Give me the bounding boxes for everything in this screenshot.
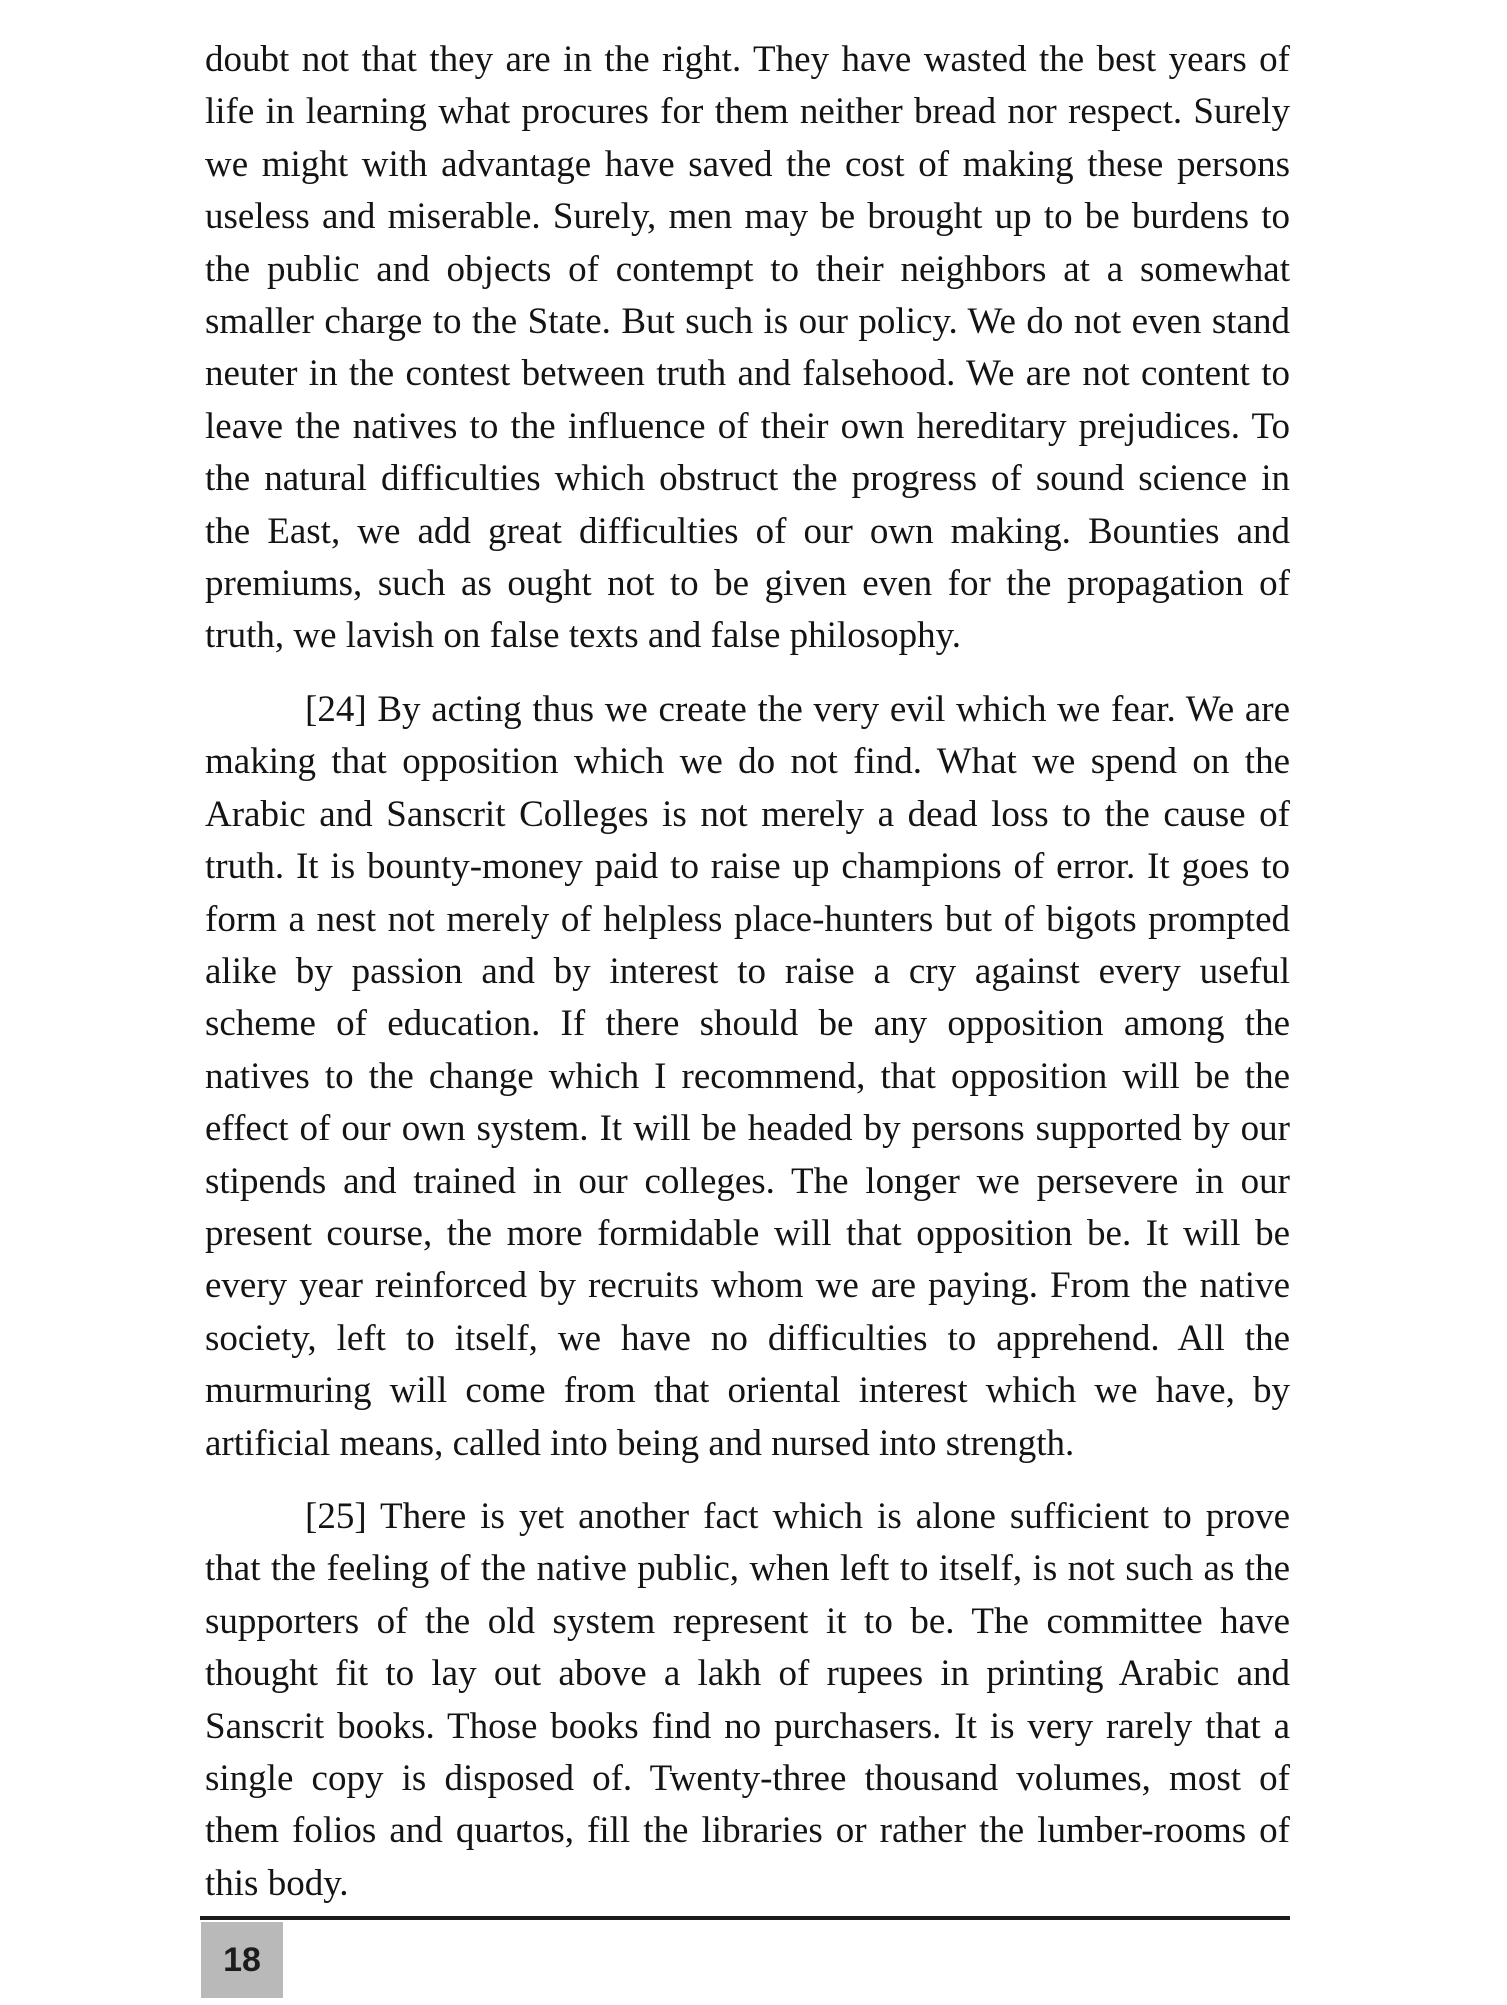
footer-rule (200, 1916, 1290, 1920)
paragraph-continuation: doubt not that they are in the right. They have wasted the best years of life in learning what procures for them neither bread nor respect. Surely we might with advantage have saved the cost of making these persons useless and miserable. Surely, men may be brought up to be burdens to the public and objects of contempt to their neighbors at a somewhat smaller charge to the State. But such is our policy. We do not even stand neuter in the contest between truth and falsehood. We are not content to leave the natives to the influence of their own hereditary prejudices. To the natural difficulties which obstruct the progress of sound science in the East, we add great difficulties of our own making. Bounties and premiums, such as ought not to be given even for the propagation of truth, we lavish on false texts and false philosophy. (205, 39, 1290, 657)
body-text (205, 34, 1290, 1910)
page-number: 18 (223, 1940, 261, 1979)
page-number-badge (201, 1922, 283, 1998)
paragraph-25: [25] There is yet another fact which is alone sufficient to prove that the feeling of the native public, when left to itself, is not such as the supporters of the old system represent it to be. The committee have thought fit to lay out above a lakh of rupees in printing Arabic and Sanscrit books. Those books find no purchasers. It is very rarely that a single copy is disposed of. Twenty-three thousand volumes, most of them folios and quartos, fill the libraries or rather the lumber-rooms of this body. (205, 1495, 1290, 1904)
paragraph-24: [24] By acting thus we create the very evil which we fear. We are making that opposition which we do not find. What we spend on the Arabic and Sanscrit Colleges is not merely a dead loss to the cause of truth. It is bounty-money paid to raise up champions of error. It goes to form a nest not merely of helpless place-hunters but of bigots prompted alike by passion and by interest to raise a cry against every useful scheme of education. If there should be any opposition among the natives to the change which I recommend, that opposition will be the effect of our own system. It will be headed by persons supported by our stipends and trained in our colleges. The longer we persevere in our present course, the more formidable will that opposition be. It will be every year reinforced by recruits whom we are paying. From the native society, left to itself, we have no difficulties to apprehend. All the murmuring will come from that oriental interest which we have, by artificial means, called into being and nursed into strength. (205, 688, 1290, 1464)
